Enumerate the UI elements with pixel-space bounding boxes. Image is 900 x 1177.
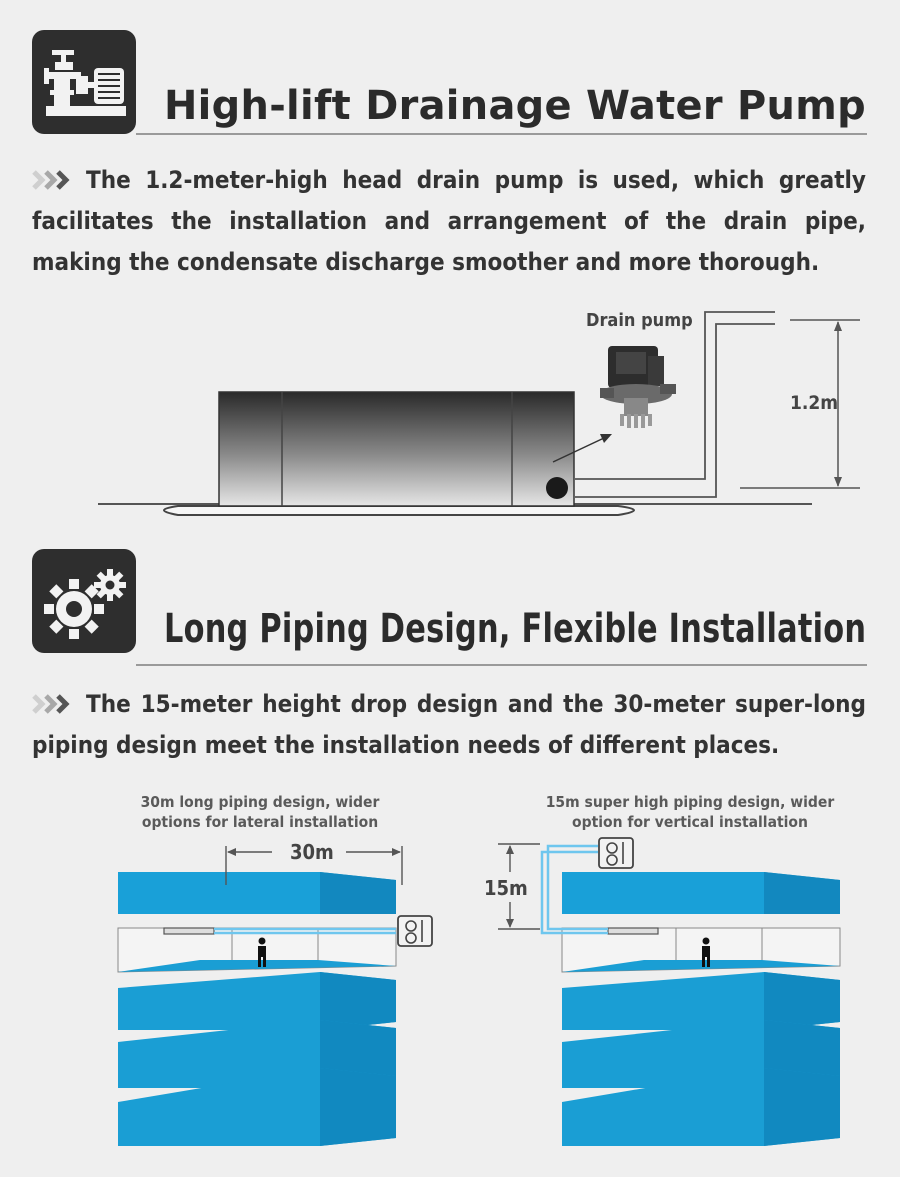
section1-paragraph-text: The 1.2-meter-high head drain pump is used, which greatly facilitates the installation and arrangement of the drain pipe, making the condensate discharge smoother and more thorough. [32,166,866,276]
lateral-caption: 30m long piping design, wider options for lateral installation [140,793,380,831]
drain-pump-label: Drain pump [586,310,693,331]
section1-title: High-lift Drainage Water Pump [164,83,866,129]
vertical-caption: 15m super high piping design, wider option for vertical installation [545,793,835,831]
section2-paragraph-text: The 15-meter height drop design and the 30-meter super-long piping design meet the installation needs of different places. [32,690,866,759]
section2-title: Long Piping Design, Flexible Installation [164,606,867,652]
height-15m-label: 15m [484,876,528,900]
left-building [118,846,432,1146]
right-building [498,838,840,1146]
height-1-2m-label: 1.2m [790,392,839,414]
length-30m-label: 30m [290,840,334,864]
